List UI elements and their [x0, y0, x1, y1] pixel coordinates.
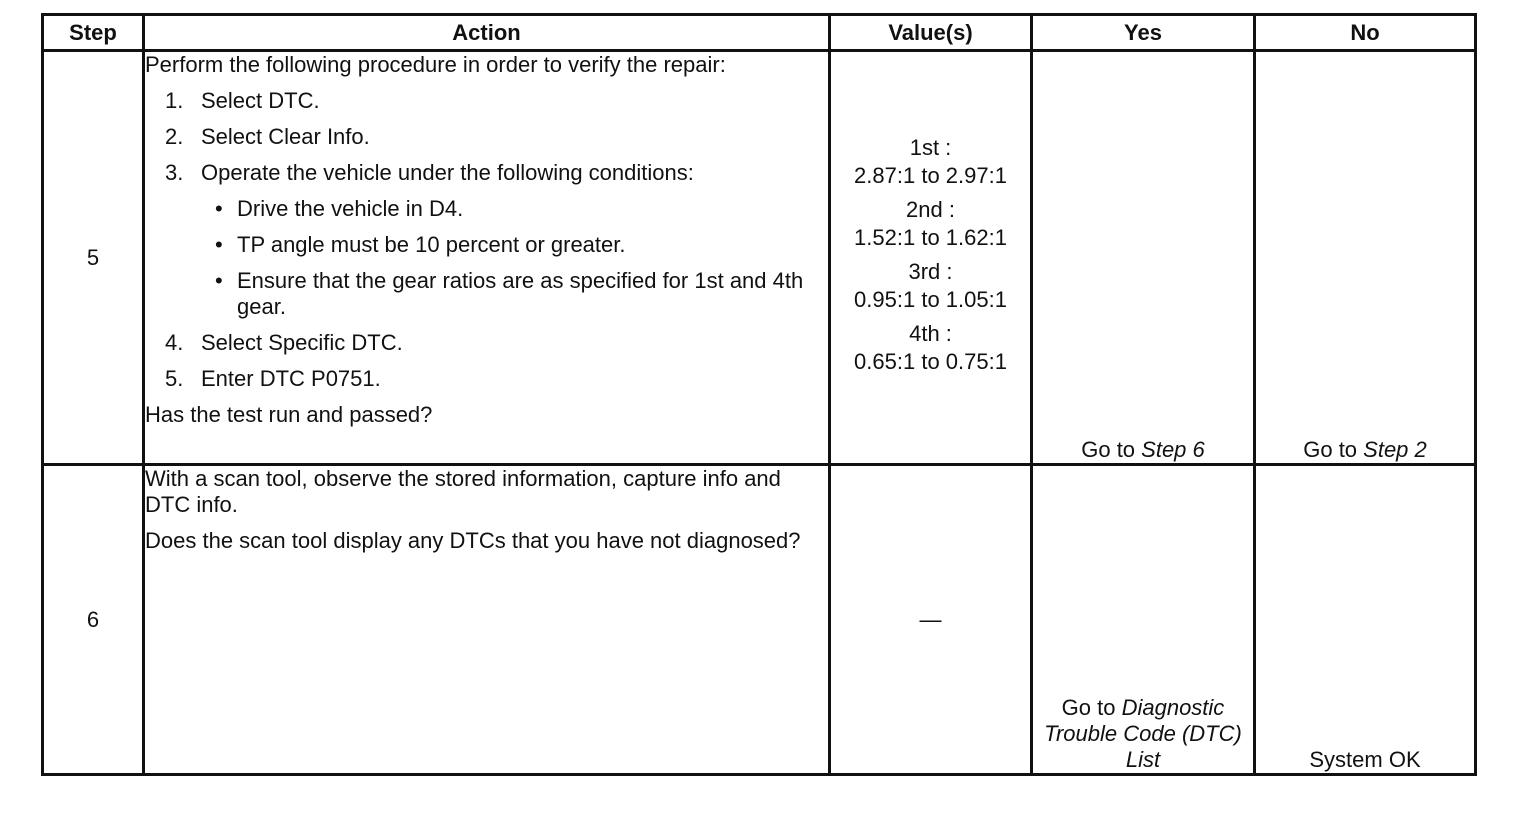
dtc-list-link[interactable]: Diagnostic Trouble Code (DTC) List: [1044, 695, 1242, 772]
bullet-icon: •: [215, 196, 223, 221]
yes-cell: [1032, 51, 1255, 465]
procedure-step-number: 1.: [165, 88, 184, 113]
procedure-step: [145, 88, 828, 114]
action-question: Does the scan tool display any DTCs that you have not diagnosed?: [145, 528, 801, 553]
action-cell: [144, 51, 830, 465]
gear-label: 2nd :: [906, 196, 955, 222]
table-row-step-5: [43, 51, 1476, 465]
header-yes: Yes: [1032, 15, 1255, 51]
procedure-step-text: Select Specific DTC.: [201, 330, 403, 355]
condition-text: TP angle must be 10 percent or greater.: [237, 232, 626, 257]
gear-ratio: [831, 196, 1030, 252]
procedure-step-text: Select DTC.: [201, 88, 320, 113]
procedure-step-number: 5.: [165, 366, 184, 391]
yes-cell: [1032, 465, 1255, 775]
procedure-step-text: Enter DTC P0751.: [201, 366, 381, 391]
bullet-icon: •: [215, 268, 223, 293]
header-step: Step: [43, 15, 144, 51]
gear-ratio: [831, 320, 1030, 376]
gear-label: 1st :: [909, 134, 952, 160]
procedure-step-number: 2.: [165, 124, 184, 149]
values-cell: —: [830, 465, 1032, 775]
action-paragraph: With a scan tool, observe the stored information, capture info and DTC info.: [145, 466, 781, 517]
no-cell: System OK: [1255, 465, 1476, 775]
action-cell: [144, 465, 830, 775]
header-row: [43, 15, 1476, 51]
step-number: 5: [43, 51, 144, 465]
diagnostic-table: [41, 13, 1477, 776]
header-values: Value(s): [830, 15, 1032, 51]
gear-ratio: [831, 258, 1030, 314]
procedure-step-text: Select Clear Info.: [201, 124, 370, 149]
header-no: No: [1255, 15, 1476, 51]
gear-label: 3rd :: [908, 258, 953, 284]
procedure-step: [145, 160, 828, 320]
condition-item: [201, 196, 828, 222]
procedure-step: [145, 366, 828, 392]
step-number: 6: [43, 465, 144, 775]
condition-list: [201, 196, 828, 320]
yes-prefix: Go to: [1061, 695, 1122, 720]
no-prefix: Go to: [1303, 437, 1364, 462]
condition-text: Ensure that the gear ratios are as specified for 1st and 4th gear.: [237, 268, 804, 319]
action-question: Has the test run and passed?: [145, 402, 433, 427]
no-cell: [1255, 51, 1476, 465]
procedure-step-text: Operate the vehicle under the following conditions:: [201, 160, 694, 185]
bullet-icon: •: [215, 232, 223, 257]
condition-text: Drive the vehicle in D4.: [237, 196, 464, 221]
procedure-step: [145, 124, 828, 150]
procedure-step-number: 3.: [165, 160, 184, 185]
values-cell: [830, 51, 1032, 465]
gear-range: 0.95:1 to 1.05:1: [854, 286, 1007, 312]
gear-ratio: [831, 134, 1030, 190]
condition-item: [201, 232, 828, 258]
condition-item: [201, 268, 828, 320]
gear-range: 0.65:1 to 0.75:1: [854, 348, 1007, 374]
gear-label: 4th :: [909, 320, 952, 346]
no-step-link[interactable]: Step 2: [1363, 437, 1427, 462]
table-row-step-6: [43, 465, 1476, 775]
procedure-step-number: 4.: [165, 330, 184, 355]
header-action: Action: [144, 15, 830, 51]
yes-prefix: Go to: [1081, 437, 1142, 462]
procedure-step: [145, 330, 828, 356]
yes-step-link[interactable]: Step 6: [1141, 437, 1205, 462]
action-intro: Perform the following procedure in order to verify the repair:: [145, 52, 726, 77]
gear-range: 1.52:1 to 1.62:1: [854, 224, 1007, 250]
procedure-list: [145, 88, 828, 392]
gear-range: 2.87:1 to 2.97:1: [854, 162, 1007, 188]
